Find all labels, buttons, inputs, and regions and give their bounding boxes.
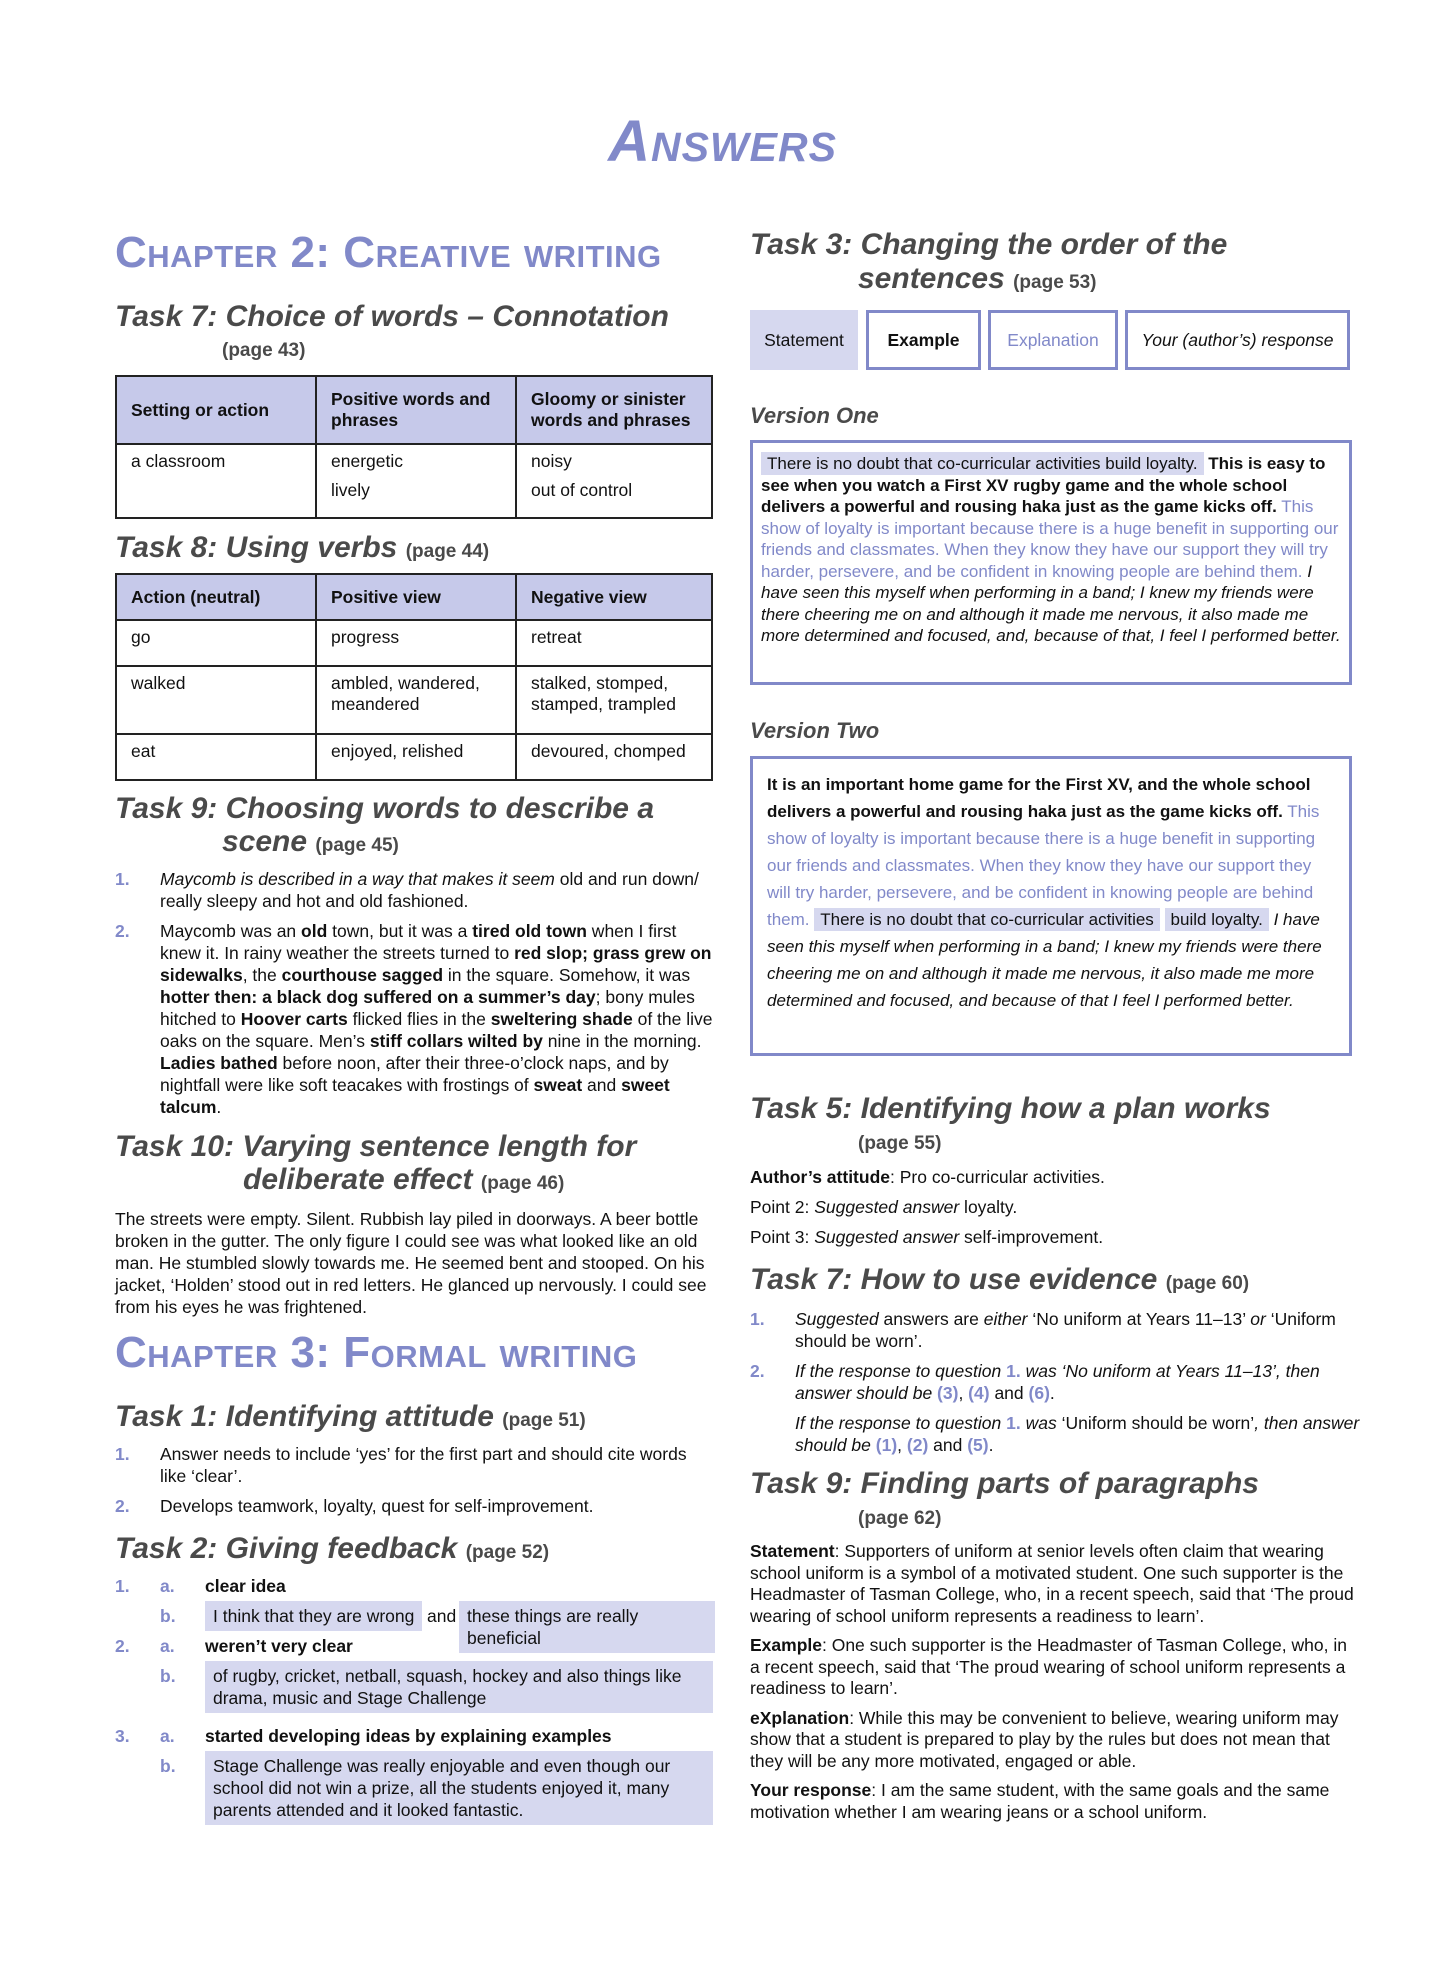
table-header: Setting or action [116, 376, 316, 444]
cell-line: lively [331, 480, 370, 500]
task7-evidence-heading: Task 7: How to use evidence (page 60) [750, 1263, 1250, 1296]
legend-statement: Statement [750, 310, 858, 370]
paragraph-response: Your response: I am the same student, with the same goals and the same motivation whether I am wearing jeans or a school uniform. [750, 1780, 1330, 1822]
explanation-text: This show of loyalty is important because there is a huge benefit in supporting our friends and classmates. When they know they have our support they will try harder, persevere, and be confident in knowing people are behind them. [761, 497, 1339, 581]
task10-paragraph: The streets were empty. Silent. Rubbish lay piled in doorways. A beer bottle broken in the gutter. The only figure I could see was what looked like an old man. He stumbled slowly towards me. He seemed bent and stooped. On his jacket, ‘Holden’ stood out in red letters. He glanced up nervously. I could see from his eyes he was frightened. [115, 1209, 707, 1317]
task9-paragraphs-heading: Task 9: Finding parts of paragraphs [750, 1467, 1259, 1500]
highlight-text: I think that they are wrong [205, 1601, 422, 1631]
table-cell: stalked, stomped, stamped, trampled [516, 666, 712, 734]
answer-line: Point 3: Suggested answer self-improvement. [750, 1227, 1104, 1247]
table-header: Positive words and phrases [316, 376, 516, 444]
answer-text: weren’t very clear [205, 1636, 353, 1656]
highlight-text: Stage Challenge was really enjoyable and even though our school did not win a prize, all the students enjoyed it, many parents attended and it looked fantastic. [205, 1751, 713, 1825]
task9-heading: Task 9: Choosing words to describe a [115, 792, 655, 825]
connotation-table [115, 375, 713, 519]
table-cell: ambled, wandered, meandered [316, 666, 516, 734]
c3-task2-list: 1. a. clear idea b. I think that they are wrong and these things are really beneficial 2. a. weren’t very clear b. of rugby, cricket, netball, squash, hockey and also things like drama, music and Stage Challenge 3. a. started developing ideas by explaining examples b. Stage Challenge was really enjoyable and even though our school did not win a prize, all the students enjoyed it, many parents attended and it looked fantastic. [115, 1575, 715, 1835]
version-one-box [750, 440, 1352, 685]
version-two-label: Version Two [750, 718, 880, 743]
legend-example: Example [866, 310, 981, 370]
version-two-box [750, 756, 1352, 1056]
version-one-label: Version One [750, 403, 879, 428]
task5-page: (page 55) [858, 1133, 942, 1154]
task5-answers [750, 1166, 1360, 1248]
statement-text: There is no doubt that co-curricular activities build loyalty. [761, 452, 1204, 475]
list-item: 1. Suggested answers are either ‘No uniform at Years 11–13’ or ‘Uniform should be worn’. [750, 1309, 1336, 1351]
example-text: It is an important home game for the First XV, and the whole school delivers a powerful and rousing haka just as the game kicks off. [767, 775, 1311, 821]
task8-page: (page 44) [405, 541, 490, 562]
table-cell: a classroom [116, 444, 316, 518]
highlight-text: of rugby, cricket, netball, squash, hockey and also things like drama, music and Stage Challenge [205, 1661, 713, 1713]
list-item: 2. If the response to question 1. was ‘No uniform at Years 11–13’, then answer should be (3), (4) and (6). [750, 1361, 1320, 1403]
task9-page: (page 45) [315, 835, 399, 856]
task9-paragraphs-page: (page 62) [858, 1508, 942, 1529]
task5-heading: Task 5: Identifying how a plan works [750, 1092, 1271, 1125]
task8-heading: Task 8: Using verbs (page 44) [115, 531, 490, 564]
c3-task1-page: (page 51) [502, 1410, 586, 1431]
task9-heading-line2: scene (page 45) [222, 825, 399, 858]
table-cell: progress [316, 620, 516, 666]
c3-task1-heading: Task 1: Identifying attitude (page 51) [115, 1400, 586, 1433]
task10-heading: Task 10: Varying sentence length for [115, 1130, 637, 1163]
table-cell: retreat [516, 620, 712, 666]
task7-page: (page 43) [222, 340, 306, 361]
response-text: I have seen this myself when performing in a band; I knew my friends were there cheering me on and although it made me nervous, it also made me more determined and focused, and, because of that, I feel I performed better. [761, 561, 1341, 645]
statement-text: build loyalty. [1165, 908, 1269, 931]
task7-heading: Task 7: Choice of words – Connotation [115, 300, 669, 333]
list-item: 2. Develops teamwork, loyalty, quest for self-improvement. [115, 1496, 594, 1516]
list-item: If the response to question 1. was ‘Uniform should be worn’, then answer should be (1), (2) and (5). [795, 1413, 1360, 1455]
table-cell: walked [116, 666, 316, 734]
cell-line: out of control [531, 480, 633, 500]
table-header: Action (neutral) [116, 574, 316, 620]
answer-text: clear idea [205, 1576, 286, 1596]
statement-text: There is no doubt that co-curricular activities [814, 908, 1160, 931]
table-header: Positive view [316, 574, 516, 620]
task3-heading-line2: sentences (page 53) [858, 262, 1097, 295]
example-text: This is easy to see when you watch a First XV rugby game and the whole school delivers a powerful and rousing haka just as the game kicks off. [761, 454, 1326, 516]
cell-line: energetic [331, 451, 403, 471]
task7-evidence-page: (page 60) [1165, 1273, 1250, 1294]
legend-explanation: Explanation [988, 310, 1118, 370]
c3-task1-list [115, 1443, 715, 1517]
paragraph-statement: Statement: Supporters of uniform at senior levels often claim that wearing school uniform is a symbol of a motivated student. One such supporter is the Headmaster of Tasman College, who, in a recent speech, said that ‘The proud wearing of school uniform represents a readiness to learn’. [750, 1541, 1354, 1626]
c3-task2-heading: Task 2: Giving feedback (page 52) [115, 1532, 550, 1565]
response-text: I have seen this myself when performing in a band; I knew my friends were there cheering me on and although it made me nervous, it also made me more determined and focused, and because of that I feel I performed better. [767, 910, 1322, 1010]
legend-response: Your (author’s) response [1125, 310, 1350, 370]
list-item: 2. Maycomb was an old town, but it was a tired old town when I first knew it. In rainy weather the streets turned to red slop; grass grew on sidewalks, the courthouse sagged in the square. Somehow, it was hotter then: a black dog suffered on a summer’s day; bony mules hitched to Hoover carts flicked flies in the sweltering shade of the live oaks on the square. Men’s stiff collars wilted by nine in the morning. Ladies bathed before noon, after their three-o’clock naps, and by nightfall were like soft teacakes with frostings of sweat and sweet talcum. [115, 921, 713, 1117]
answer-line: Point 2: Suggested answer loyalty. [750, 1197, 1018, 1217]
task9-list [115, 868, 715, 1118]
task7-evidence-list [750, 1308, 1360, 1456]
task3-page: (page 53) [1013, 272, 1097, 293]
page-title: Answers [608, 109, 837, 174]
table-cell [316, 444, 516, 518]
c3-task2-page: (page 52) [465, 1542, 550, 1563]
chapter-2-heading: Chapter 2: Creative writing [115, 228, 662, 277]
task3-heading: Task 3: Changing the order of the [750, 228, 1228, 261]
answer-line: Author’s attitude: Pro co-curricular activities. [750, 1167, 1105, 1187]
list-item: 1. Answer needs to include ‘yes’ for the first part and should cite words like ‘clear’. [115, 1444, 687, 1486]
table-header: Gloomy or sinister words and phrases [516, 376, 712, 444]
table-cell: devoured, chomped [516, 734, 712, 780]
explanation-text: This show of loyalty is important because there is a huge benefit in supporting our friends and classmates. When they know they have our support they will try harder, persevere, and be confident in knowing people are behind them. [767, 802, 1320, 929]
table-cell: enjoyed, relished [316, 734, 516, 780]
answer-text: started developing ideas by explaining examples [205, 1726, 612, 1746]
list-item: 1. Maycomb is described in a way that makes it seem old and run down/ really sleepy and hot and old fashioned. [115, 869, 699, 911]
chapter-3-heading: Chapter 3: Formal writing [115, 1328, 638, 1377]
verbs-table [115, 573, 713, 781]
table-cell: go [116, 620, 316, 666]
highlight-text: these things are really beneficial [459, 1601, 715, 1653]
table-cell [516, 444, 712, 518]
paragraph-example: Example: One such supporter is the Headmaster of Tasman College, who, in a recent speech, said that ‘The proud wearing of school uniform represents a readiness to learn’. [750, 1635, 1347, 1698]
cell-line: noisy [531, 451, 572, 471]
task10-page: (page 46) [480, 1173, 565, 1194]
task10-heading-line2: deliberate effect (page 46) [243, 1163, 565, 1196]
table-header: Negative view [516, 574, 712, 620]
table-cell: eat [116, 734, 316, 780]
paragraph-explanation: eXplanation: While this may be convenient to believe, wearing uniform may show that a student is prepared to play by the rules but does not mean that they will be any more motivated, engaged or able. [750, 1707, 1339, 1771]
task9-paragraphs [750, 1541, 1356, 1823]
